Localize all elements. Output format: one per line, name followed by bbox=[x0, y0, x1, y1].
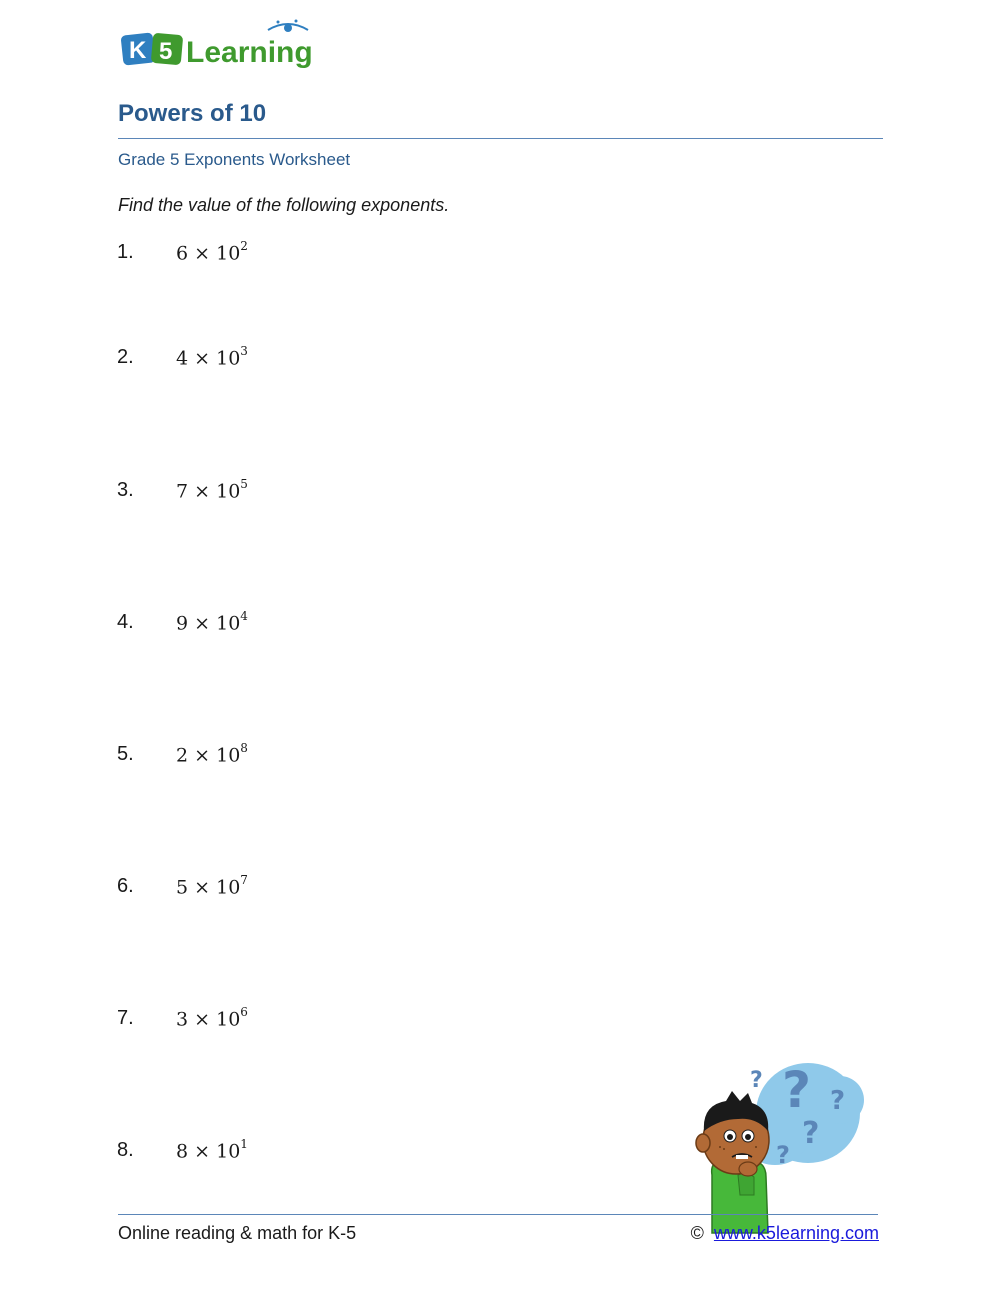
exponent: 5 bbox=[240, 477, 248, 491]
problem-number: 8. bbox=[117, 1139, 134, 1161]
exponent: 7 bbox=[240, 873, 248, 887]
logo-k: K bbox=[129, 37, 147, 64]
problem-expression: $8 \times 10^1$ bbox=[176, 1137, 248, 1163]
problem-number: 6. bbox=[117, 875, 134, 897]
logo-graphic bbox=[118, 16, 333, 78]
footer-copyright bbox=[691, 1223, 879, 1244]
title-divider bbox=[118, 138, 883, 139]
page-subtitle: Grade 5 Exponents Worksheet bbox=[118, 150, 351, 169]
exponent: 1 bbox=[240, 1137, 248, 1151]
problem-expression: $2 \times 10^8$ bbox=[176, 741, 248, 767]
problem-number: 7. bbox=[117, 1007, 134, 1029]
thinking-boy-icon bbox=[690, 1045, 870, 1235]
question-mark: ? bbox=[802, 1116, 820, 1151]
footer-tagline: Online reading & math for K-5 bbox=[118, 1223, 357, 1243]
exponent: 8 bbox=[240, 741, 248, 755]
problem-expression: $9 \times 10^4$ bbox=[176, 609, 248, 635]
exponent: 3 bbox=[240, 344, 248, 358]
question-mark: ? bbox=[776, 1141, 790, 1169]
website-link[interactable]: www.k5learning.com bbox=[713, 1223, 879, 1243]
problem-number: 4. bbox=[117, 611, 134, 633]
k5-learning-logo[interactable] bbox=[118, 16, 333, 78]
instructions-text: Find the value of the following exponents. bbox=[118, 195, 450, 215]
exponent: 6 bbox=[240, 1005, 248, 1019]
question-mark: ? bbox=[750, 1068, 763, 1093]
page-title: Powers of 10 bbox=[118, 100, 267, 127]
question-mark: ? bbox=[782, 1061, 812, 1119]
copyright-symbol: © bbox=[690, 1223, 704, 1243]
footer-divider bbox=[118, 1214, 878, 1215]
exponent: 2 bbox=[240, 239, 248, 253]
logo-word: Learning bbox=[186, 36, 313, 69]
problem-expression: $5 \times 10^7$ bbox=[176, 873, 248, 899]
exponent: 4 bbox=[240, 609, 248, 623]
problem-expression: $6 \times 10^2$ bbox=[176, 239, 248, 265]
thinking-boy-illustration bbox=[690, 1045, 870, 1235]
problem-expression: $4 \times 10^3$ bbox=[176, 344, 248, 370]
problem-number: 3. bbox=[117, 479, 134, 501]
problem-expression: $3 \times 10^6$ bbox=[176, 1005, 248, 1031]
problem-number: 1. bbox=[117, 241, 134, 263]
problem-expression: $7 \times 10^5$ bbox=[176, 477, 248, 503]
logo-5: 5 bbox=[159, 38, 173, 65]
problem-number: 2. bbox=[117, 346, 134, 368]
question-mark: ? bbox=[830, 1086, 846, 1116]
problem-number: 5. bbox=[117, 743, 134, 765]
